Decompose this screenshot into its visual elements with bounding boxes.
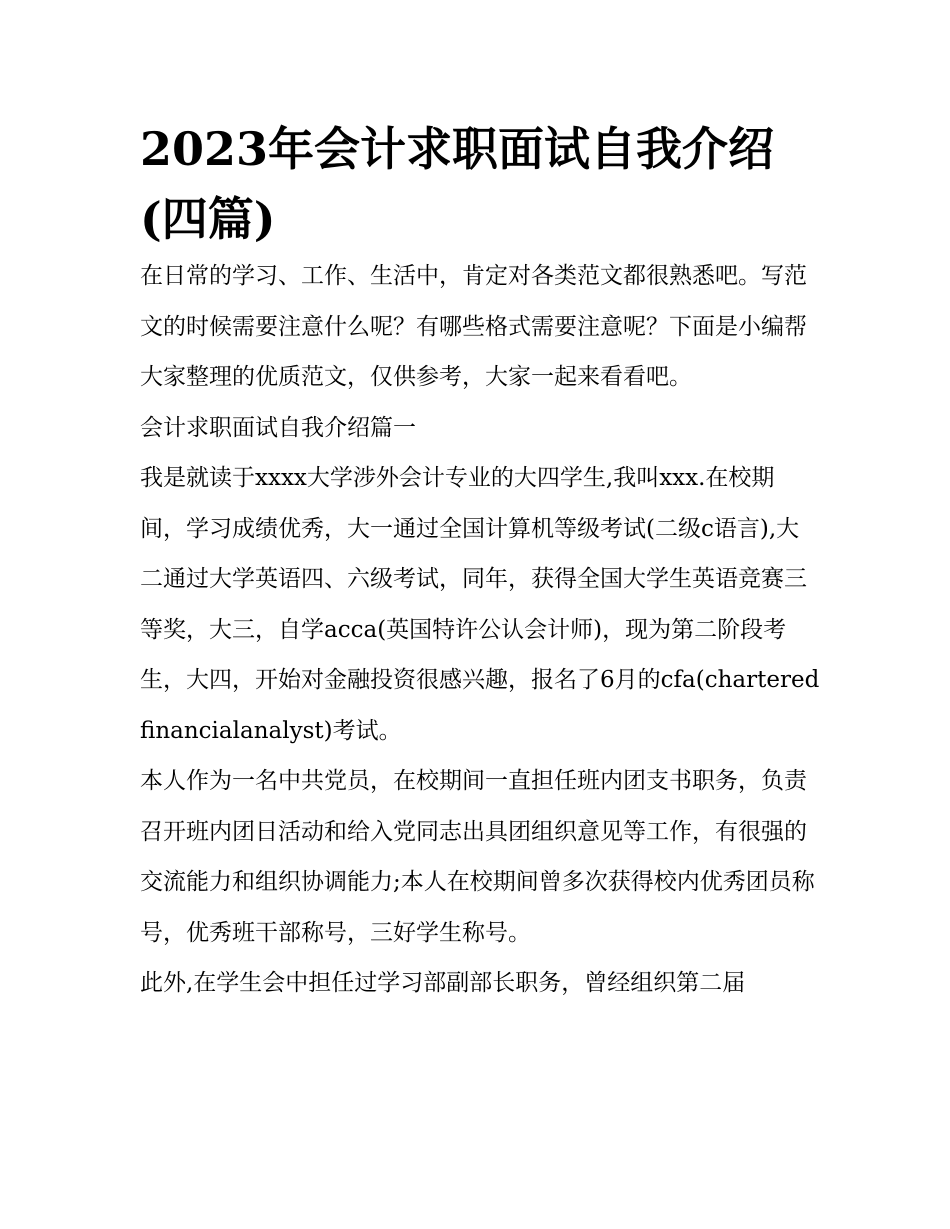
body-paragraph: 我是就读于xxxx大学涉外会计专业的大四学生,我叫xxx.在校期间，学习成绩优秀，大一通过全国计算机等级考试(二级c语言),大二通过大学英语四、六级考试，同年，获得全国大学生英语竞赛三等奖，大三，自学acca(英国特许公认会计师)，现为第二阶段考生，大四，开始对金融投资很感兴趣，报名了6月的cfa(charteredfinancialanalyst)考试。 [140, 465, 820, 744]
section-heading: 会计求职面试自我介绍篇一 [140, 414, 416, 441]
body-paragraph: 此外,在学生会中担任过学习部副部长职务，曾经组织第二届 [140, 970, 746, 996]
intro-paragraph: 在日常的学习、工作、生活中，肯定对各类范文都很熟悉吧。写范文的时候需要注意什么呢？有哪些格式需要注意呢？下面是小编帮大家整理的优质范文，仅供参考，大家一起来看看吧。 [140, 263, 807, 390]
document-title: 2023年会计求职面试自我介绍(四篇) [140, 122, 775, 246]
body-paragraph: 本人作为一名中共党员，在校期间一直担任班内团支书职务，负责召开班内团日活动和给入党同志出具团组织意见等工作，有很强的交流能力和组织协调能力;本人在校期间曾多次获得校内优秀团员称号，优秀班干部称号，三好学生称号。 [140, 768, 815, 946]
document-body [140, 251, 820, 1009]
